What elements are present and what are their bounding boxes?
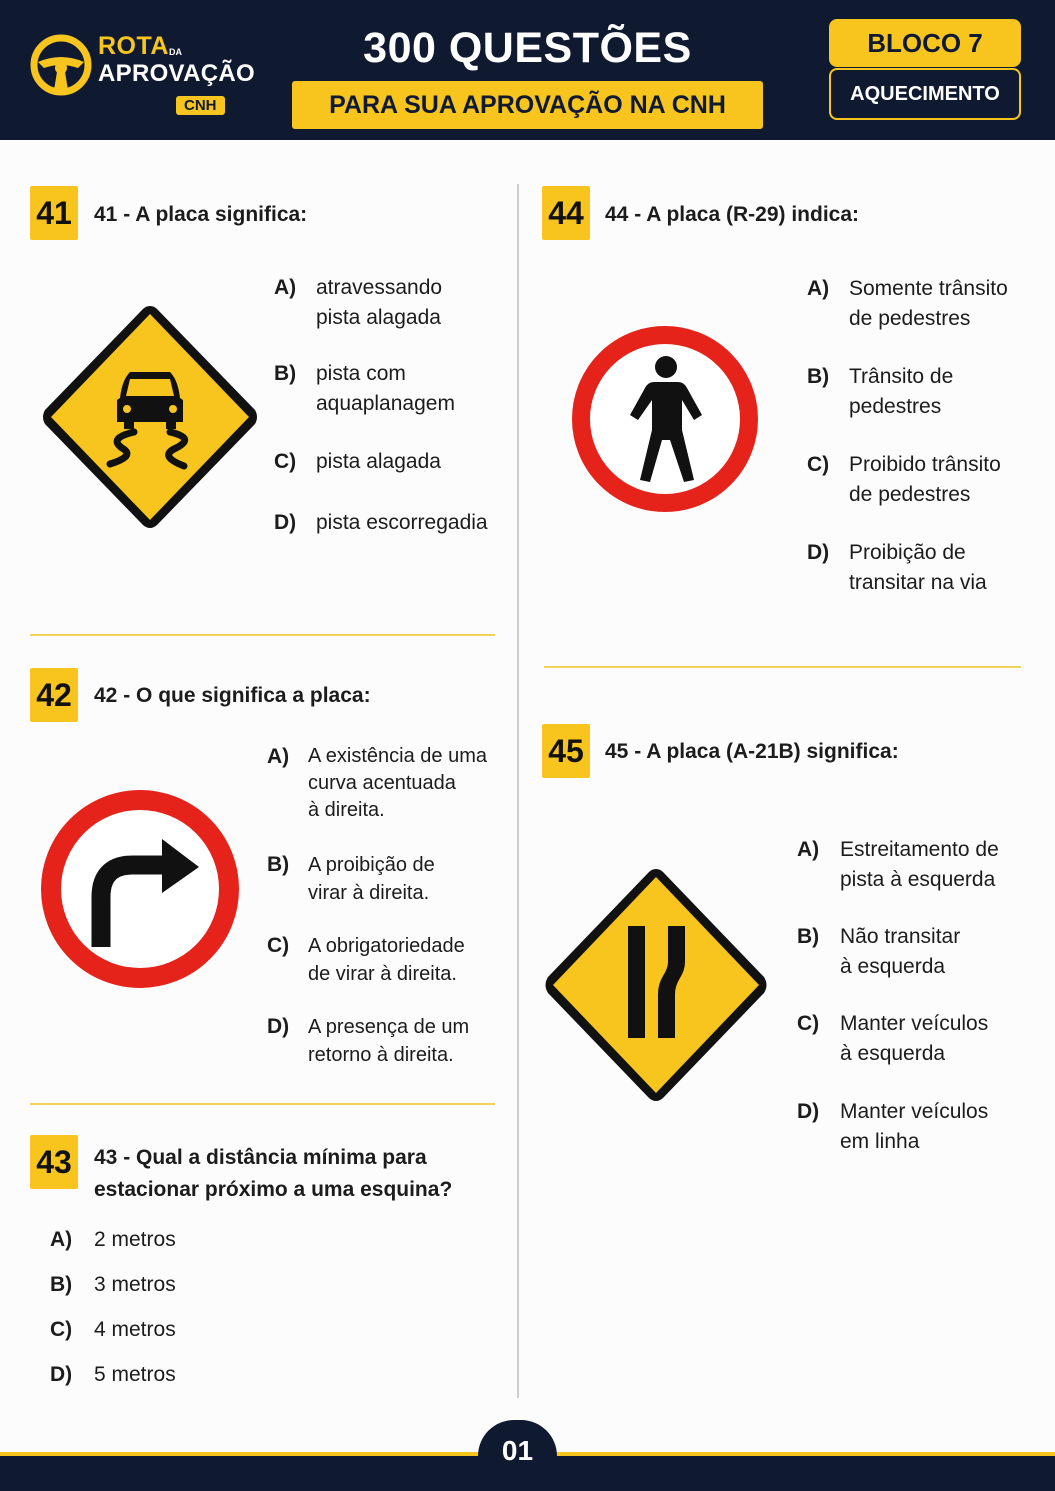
option-text: Não transitar à esquerda xyxy=(840,925,961,978)
question-number-badge: 41 xyxy=(30,186,78,240)
option-letter: B) xyxy=(267,853,290,876)
question-title: 45 - A placa (A-21B) significa: xyxy=(605,740,899,763)
option-b[interactable] xyxy=(797,922,960,982)
option-text: A proibição de virar à direita. xyxy=(308,854,435,904)
section-divider xyxy=(544,666,1021,668)
option-c[interactable] xyxy=(274,447,441,477)
option-text: Somente trânsito de pedestres xyxy=(849,277,1008,330)
option-text: Trânsito de pedestres xyxy=(849,365,954,418)
question-number-badge: 42 xyxy=(30,668,78,722)
option-letter: C) xyxy=(807,453,830,476)
page-subtitle: PARA SUA APROVAÇÃO NA CNH xyxy=(292,81,763,129)
question-number-badge: 45 xyxy=(542,724,590,778)
option-letter: A) xyxy=(797,838,820,861)
option-d[interactable] xyxy=(807,538,987,598)
logo-rota-text: ROTA xyxy=(98,32,169,60)
question-title: 42 - O que significa a placa: xyxy=(94,684,371,707)
option-letter: A) xyxy=(50,1228,73,1251)
option-text: Proibição de transitar na via xyxy=(849,541,987,594)
brand-logo xyxy=(30,30,255,125)
option-a[interactable] xyxy=(797,835,999,895)
option-letter: B) xyxy=(807,365,830,388)
option-letter: D) xyxy=(274,511,297,534)
option-letter: C) xyxy=(267,934,290,957)
option-letter: C) xyxy=(797,1012,820,1035)
option-c[interactable] xyxy=(267,932,465,988)
question-number-badge: 43 xyxy=(30,1135,78,1189)
option-letter: A) xyxy=(267,745,290,768)
option-text: atravessando pista alagada xyxy=(316,276,443,329)
option-letter: B) xyxy=(274,362,297,385)
option-c[interactable] xyxy=(797,1009,988,1069)
option-letter: B) xyxy=(797,925,820,948)
column-divider xyxy=(517,184,519,1398)
bloco-badge: BLOCO 7 xyxy=(829,19,1021,67)
option-a[interactable] xyxy=(50,1225,176,1255)
option-text: A obrigatoriedade de virar à direita. xyxy=(308,935,465,985)
pedestrian-sign-icon xyxy=(570,322,760,516)
option-a[interactable] xyxy=(267,743,487,824)
option-a[interactable] xyxy=(807,274,1008,334)
option-text: Manter veículos em linha xyxy=(840,1100,989,1153)
option-letter: D) xyxy=(267,1015,290,1038)
option-d[interactable] xyxy=(274,508,488,538)
option-letter: D) xyxy=(797,1100,820,1123)
option-text: 3 metros xyxy=(94,1273,176,1296)
option-letter: D) xyxy=(807,541,830,564)
option-text: A presença de um retorno à direita. xyxy=(308,1016,470,1066)
option-letter: B) xyxy=(50,1273,73,1296)
option-letter: A) xyxy=(274,276,297,299)
question-title: 41 - A placa significa: xyxy=(94,203,308,226)
option-letter: D) xyxy=(50,1363,73,1386)
option-b[interactable] xyxy=(274,359,455,419)
option-d[interactable] xyxy=(50,1360,176,1390)
lane-narrowing-sign-icon xyxy=(542,866,770,1104)
logo-da-text: DA xyxy=(169,47,182,57)
option-d[interactable] xyxy=(797,1097,988,1157)
option-letter: C) xyxy=(50,1318,73,1341)
option-text: 5 metros xyxy=(94,1363,176,1386)
option-a[interactable] xyxy=(274,273,442,333)
option-text: Estreitamento de pista à esquerda xyxy=(840,838,999,891)
turn-right-sign-icon xyxy=(41,787,239,991)
option-text: 4 metros xyxy=(94,1318,176,1341)
question-title: 43 - Qual a distância mínima para estacionar próximo a uma esquina? xyxy=(94,1146,453,1201)
option-d[interactable] xyxy=(267,1013,469,1069)
option-text: 2 metros xyxy=(94,1228,176,1251)
steering-wheel-icon xyxy=(30,34,92,96)
logo-cnh-badge: CNH xyxy=(176,96,225,115)
option-b[interactable] xyxy=(267,851,435,907)
option-text: Proibido trânsito de pedestres xyxy=(849,453,1001,506)
slippery-road-sign-icon xyxy=(38,302,262,532)
logo-aprovacao-text: APROVAÇÃO xyxy=(98,60,255,87)
option-b[interactable] xyxy=(807,362,953,422)
option-text: pista escorregadia xyxy=(316,511,488,534)
page-header xyxy=(0,0,1055,140)
option-c[interactable] xyxy=(807,450,1001,510)
page-number: 01 xyxy=(478,1420,557,1491)
question-title: 44 - A placa (R-29) indica: xyxy=(605,203,860,226)
option-letter: A) xyxy=(807,277,830,300)
page-title: 300 QUESTÕES xyxy=(363,24,692,72)
option-c[interactable] xyxy=(50,1315,176,1345)
option-text: pista com aquaplanagem xyxy=(316,362,455,415)
aquecimento-badge: AQUECIMENTO xyxy=(829,68,1021,120)
question-number-badge: 44 xyxy=(542,186,590,240)
option-letter: C) xyxy=(274,450,297,473)
option-b[interactable] xyxy=(50,1270,176,1300)
section-divider xyxy=(30,634,495,636)
option-text: Manter veículos à esquerda xyxy=(840,1012,989,1065)
option-text: pista alagada xyxy=(316,450,441,473)
section-divider xyxy=(30,1103,495,1105)
option-text: A existência de uma curva acentuada à direita. xyxy=(308,745,487,821)
